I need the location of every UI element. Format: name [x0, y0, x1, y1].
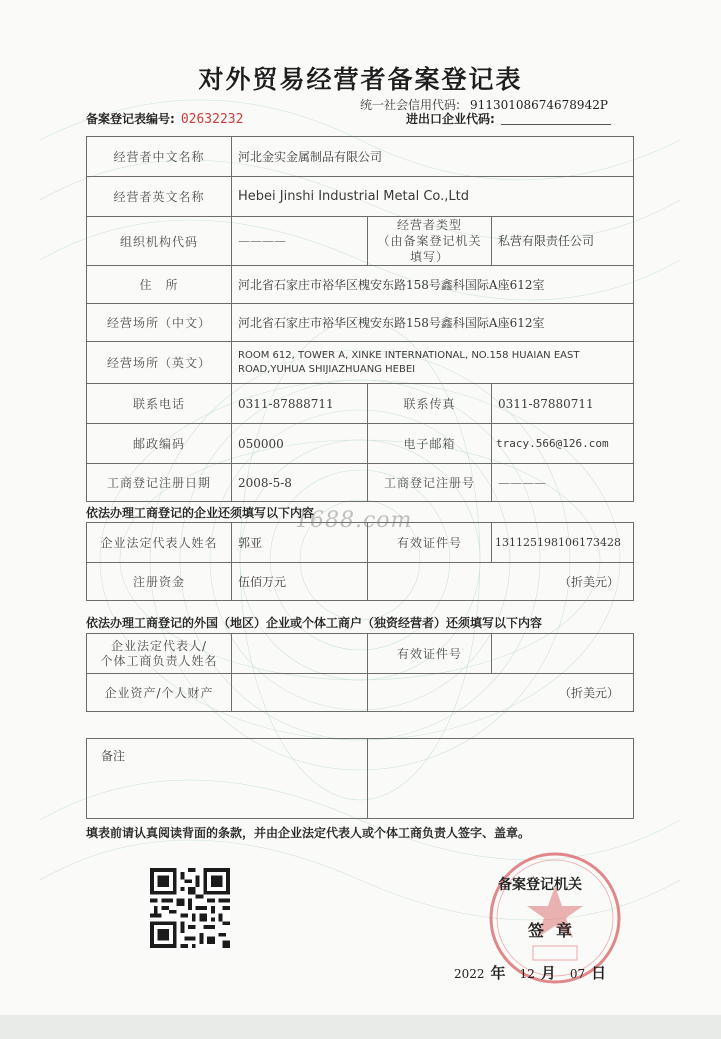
assets-value [232, 674, 368, 712]
en-name-value: Hebei Jinshi Industrial Metal Co.,Ltd [232, 177, 634, 217]
type-label [368, 217, 492, 266]
sign-seal-label: 签章 [528, 921, 585, 940]
date-month-unit: 月 [540, 964, 556, 982]
section1-heading: 依法办理工商登记的企业还须填写以下内容 [86, 506, 315, 520]
type-label-line2: （由备案登记机关填写） [377, 234, 482, 264]
date-day-unit: 日 [591, 964, 607, 982]
foreign-id-value [492, 634, 634, 674]
remarks-value [368, 739, 634, 819]
row-biz-place-cn [87, 304, 634, 342]
email-label: 电子邮箱 [368, 424, 492, 464]
assets-usd-cell [368, 674, 634, 712]
credit-code-label: 统一社会信用代码: [360, 98, 461, 112]
legal-rep-label: 企业法定代表人姓名 [87, 523, 232, 563]
assets-unit: （折美元） [558, 686, 619, 700]
biz-place-cn-label: 经营场所（中文） [87, 304, 232, 342]
row-biz-place-en [87, 342, 634, 384]
watermark-text: 1688.com [295, 508, 413, 533]
section2-table [86, 633, 634, 712]
type-label-line1: 经营者类型 [396, 218, 462, 232]
foreign-rep-label [87, 634, 232, 674]
row-reg-date [87, 464, 634, 502]
row-remarks [87, 739, 634, 819]
issue-date [454, 962, 620, 983]
foreign-rep-label-line1: 企业法定代表人/ [110, 638, 208, 653]
serial-label: 备案登记表编号: [86, 112, 175, 126]
reg-no-label: 工商登记注册号 [368, 464, 492, 502]
qr-code [150, 868, 230, 948]
assets-label: 企业资产/个人财产 [87, 674, 232, 712]
row-foreign-rep [87, 634, 634, 674]
fax-value: 0311-87880711 [492, 384, 634, 424]
type-value: 私营有限责任公司 [492, 217, 634, 266]
ie-code-blank [501, 124, 611, 125]
biz-place-cn-value: 河北省石家庄市裕华区槐安东路158号鑫科国际A座612室 [232, 304, 634, 342]
date-day: 07 [569, 967, 586, 981]
registration-table [86, 136, 634, 502]
ie-code-line [406, 110, 611, 127]
row-phone [87, 384, 634, 424]
capital-value: 伍佰万元 [232, 563, 368, 601]
address-value: 河北省石家庄市裕华区槐安东路158号鑫科国际A座612室 [232, 266, 634, 304]
scan-bottom-margin [0, 1015, 721, 1039]
foreign-rep-value [232, 634, 368, 674]
row-address [87, 266, 634, 304]
remarks-table [86, 738, 634, 819]
reg-date-value: 2008-5-8 [232, 464, 368, 502]
email-value: tracy.566@126.com [492, 424, 634, 464]
row-postcode [87, 424, 634, 464]
date-year: 2022 [454, 967, 485, 981]
capital-usd-cell [368, 563, 634, 601]
notice-text: 填表前请认真阅读背面的条款，并由企业法定代表人或个体工商负责人签字、盖章。 [86, 826, 531, 840]
org-code-label: 组织机构代码 [87, 217, 232, 266]
id-label: 有效证件号 [368, 523, 492, 563]
document-title: 对外贸易经营者备案登记表 [198, 65, 523, 94]
fax-label: 联系传真 [368, 384, 492, 424]
cn-name-label: 经营者中文名称 [87, 137, 232, 177]
biz-place-en-value: ROOM 612, TOWER A, XINKE INTERNATIONAL, NO.158 HUAIAN EAST ROAD,YUHUA SHIJIAZHUANG HEBEI [232, 342, 634, 384]
phone-value: 0311-87888711 [232, 384, 368, 424]
cn-name-value: 河北金实金属制品有限公司 [232, 137, 634, 177]
reg-no-value: ———— [492, 464, 634, 502]
section1-table [86, 522, 634, 601]
row-capital [87, 563, 634, 601]
en-name-label: 经营者英文名称 [87, 177, 232, 217]
row-cn-name [87, 137, 634, 177]
section2-heading: 依法办理工商登记的外国（地区）企业或个体工商户（独资经营者）还须填写以下内容 [86, 616, 543, 630]
foreign-rep-label-line2: 个体工商负责人姓名 [100, 653, 218, 668]
reg-date-label: 工商登记注册日期 [87, 464, 232, 502]
capital-unit: （折美元） [558, 575, 619, 589]
date-month: 12 [519, 967, 535, 981]
id-value: 131125198106173428 [492, 523, 634, 563]
biz-place-en-label: 经营场所（英文） [87, 342, 232, 384]
serial-line [86, 110, 243, 127]
remarks-label: 备注 [87, 739, 368, 819]
org-code-value: ———— [232, 217, 368, 266]
date-year-unit: 年 [490, 964, 506, 982]
legal-rep-value: 郭亚 [232, 523, 368, 563]
row-assets [87, 674, 634, 712]
phone-label: 联系电话 [87, 384, 232, 424]
serial-number: 02632232 [180, 112, 244, 127]
authority-label: 备案登记机关 [498, 877, 582, 893]
row-en-name [87, 177, 634, 217]
row-org-code [87, 217, 634, 266]
credit-code-value: 91130108674678942P [470, 98, 608, 112]
address-label: 住 所 [87, 266, 232, 304]
ie-code-label: 进出口企业代码: [406, 112, 495, 126]
postcode-label: 邮政编码 [87, 424, 232, 464]
capital-label: 注册资金 [87, 563, 232, 601]
foreign-id-label: 有效证件号 [368, 634, 492, 674]
postcode-value: 050000 [232, 424, 368, 464]
